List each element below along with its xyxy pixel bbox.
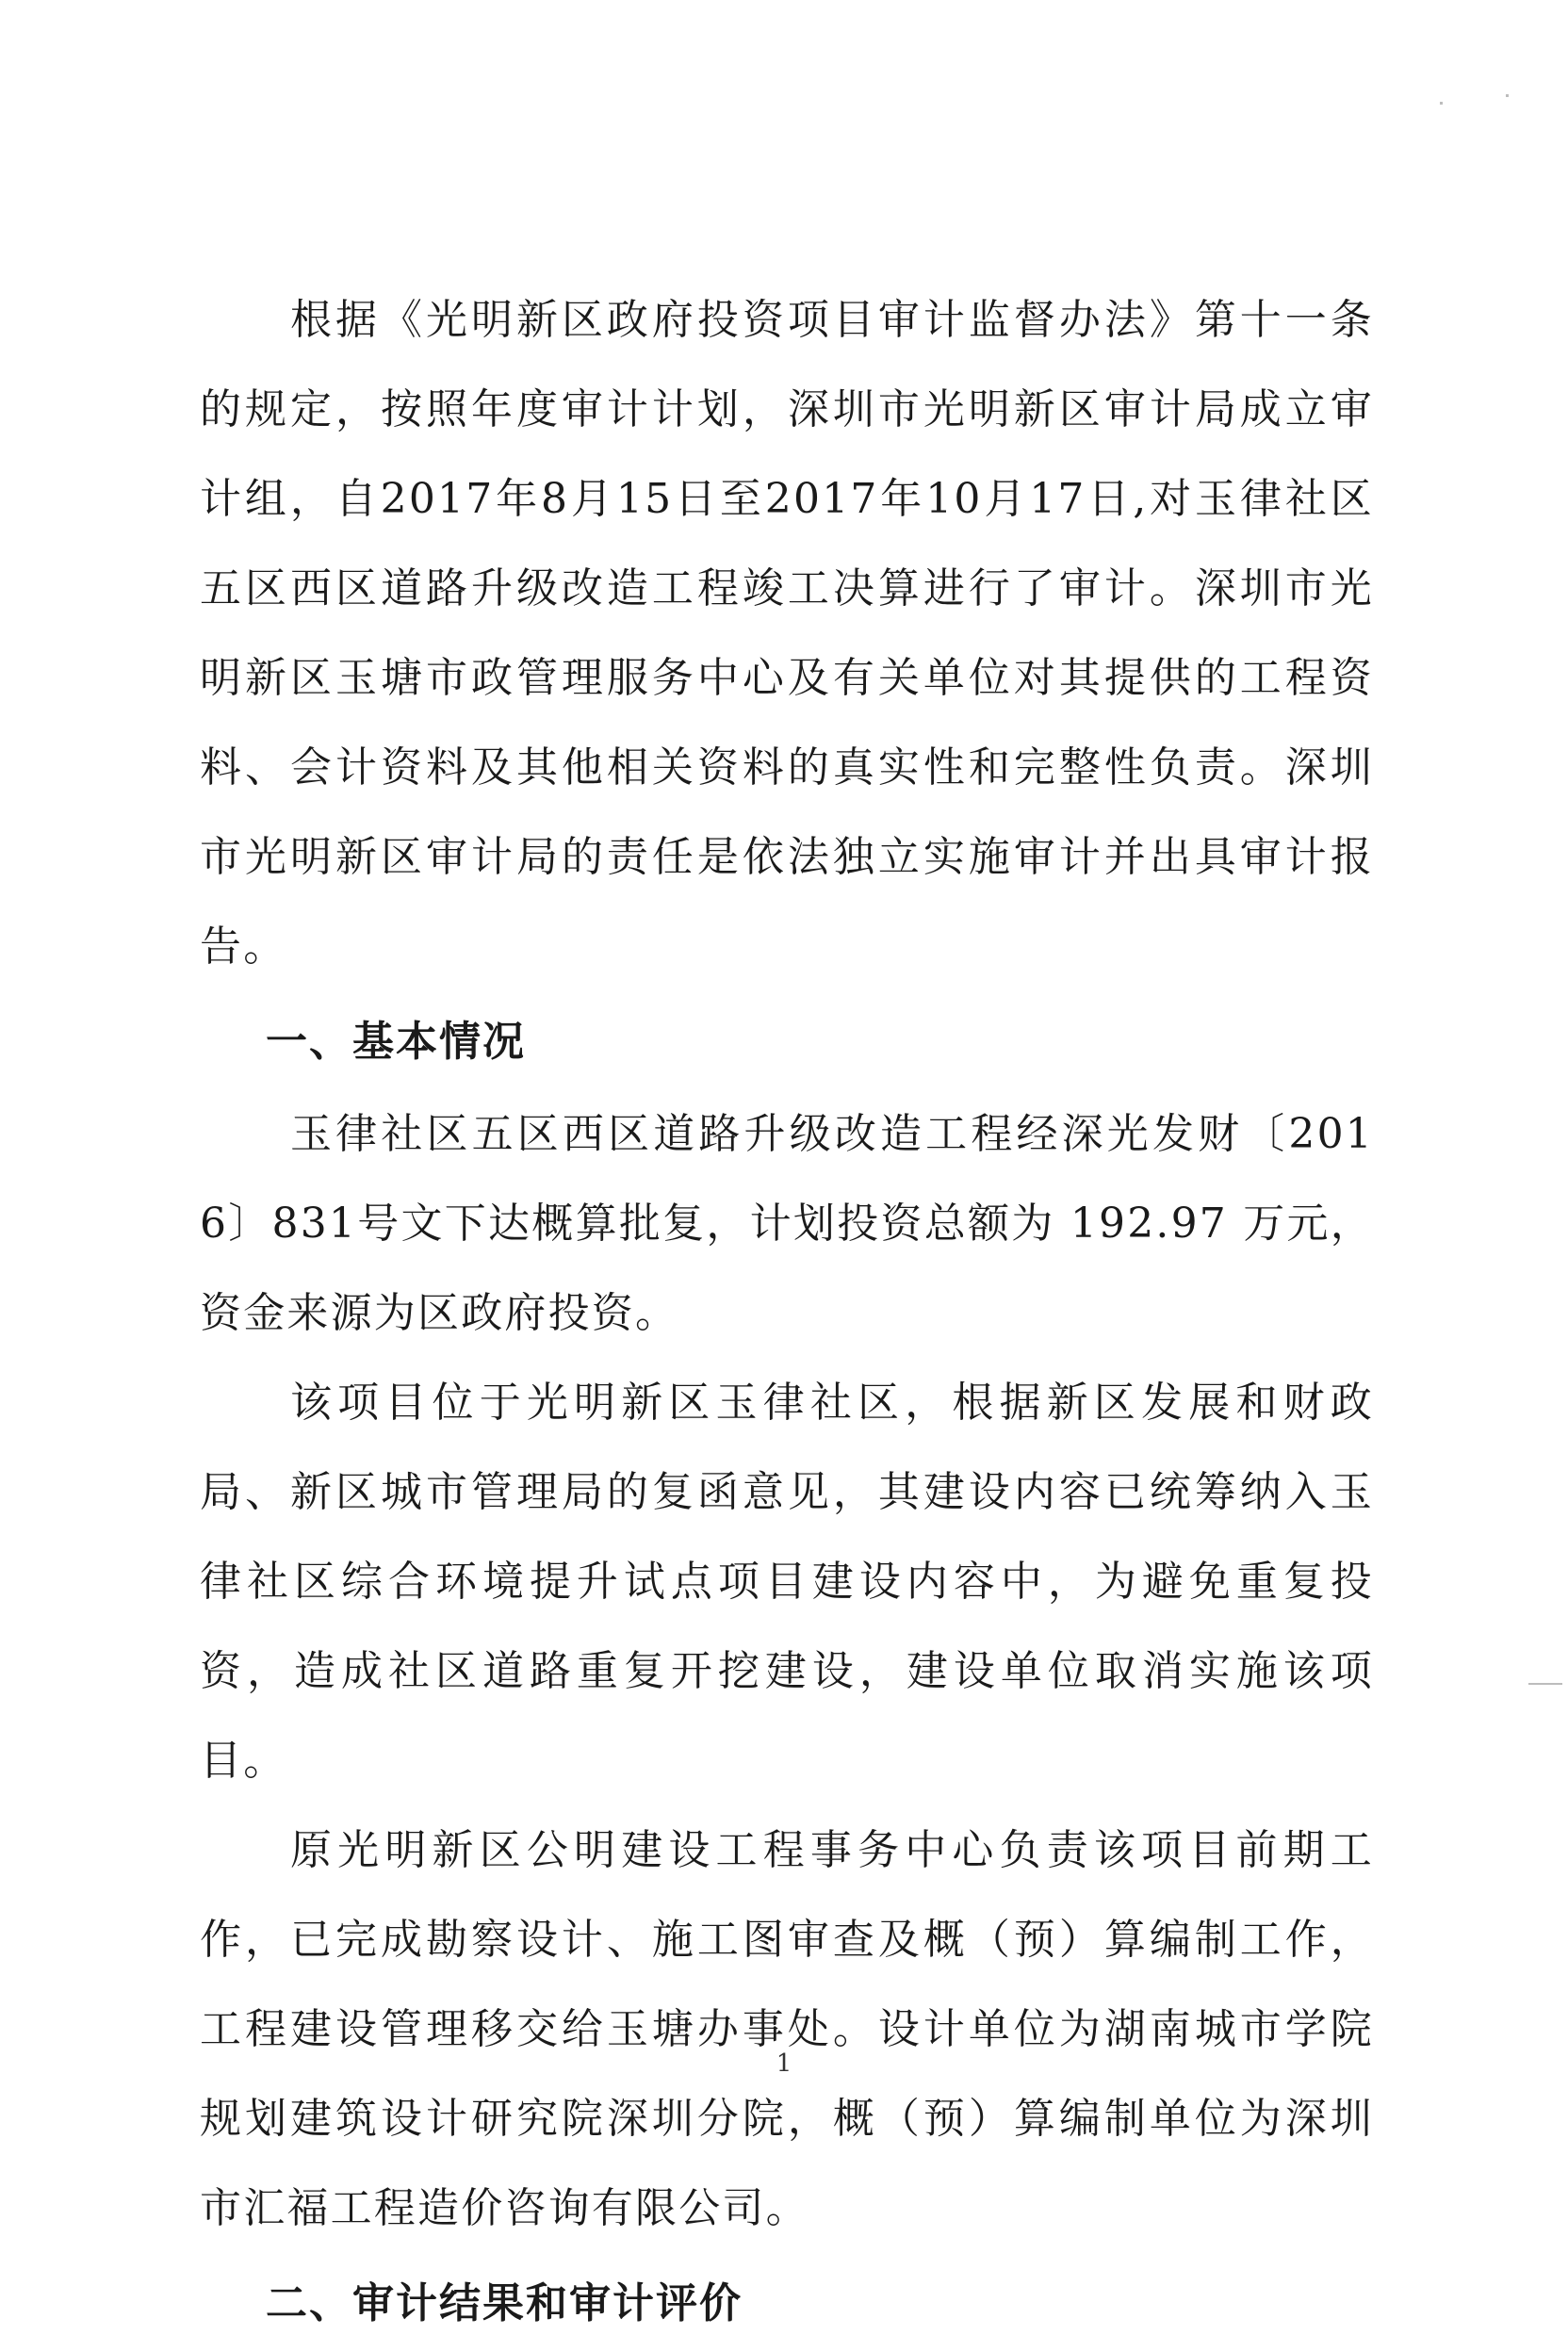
scan-speck — [1506, 94, 1509, 97]
section-heading-basic-info: 一、基本情况 — [266, 1018, 526, 1066]
scan-speck — [1440, 102, 1443, 105]
basic-info-paragraph-2: 该项目位于光明新区玉律社区，根据新区发展和财政局、新区城市管理局的复函意见，其建设内容已统筹纳入玉律社区综合环境提升试点项目建设内容中，为避免重复投资，造成社区道路重复开挖建设，建设单位取消实施该项目。 — [200, 1379, 1374, 1785]
intro-paragraph: 根据《光明新区政府投资项目审计监督办法》第十一条的规定，按照年度审计计划，深圳市光明新区审计局成立审计组，自2017年8月15日至2017年10月17日,对玉律社区五区西区道路升级改造工程竣工决算进行了审计。深圳市光明新区玉塘市政管理服务中心及有关单位对其提供的工程资料、会计资料及其他相关资料的真实性和完整性负责。深圳市光明新区审计局的责任是依法独立实施审计并出具审计报告。 — [200, 296, 1374, 971]
basic-info-paragraph-1: 玉律社区五区西区道路升级改造工程经深光发财〔2016〕831号文下达概算批复，计划投资总额为 192.97 万元，资金来源为区政府投资。 — [200, 1110, 1374, 1337]
page-number: 1 — [776, 2049, 792, 2078]
section-heading-audit-results: 二、审计结果和审计评价 — [266, 2279, 743, 2327]
scan-edge-mark — [1528, 1683, 1562, 1685]
document-body — [200, 275, 1374, 2351]
basic-info-paragraph-3: 原光明新区公明建设工程事务中心负责该项目前期工作，已完成勘察设计、施工图审查及概（预）算编制工作，工程建设管理移交给玉塘办事处。设计单位为湖南城市学院规划建筑设计研究院深圳分院，概（预）算编制单位为深圳市汇福工程造价咨询有限公司。 — [200, 1826, 1374, 2232]
